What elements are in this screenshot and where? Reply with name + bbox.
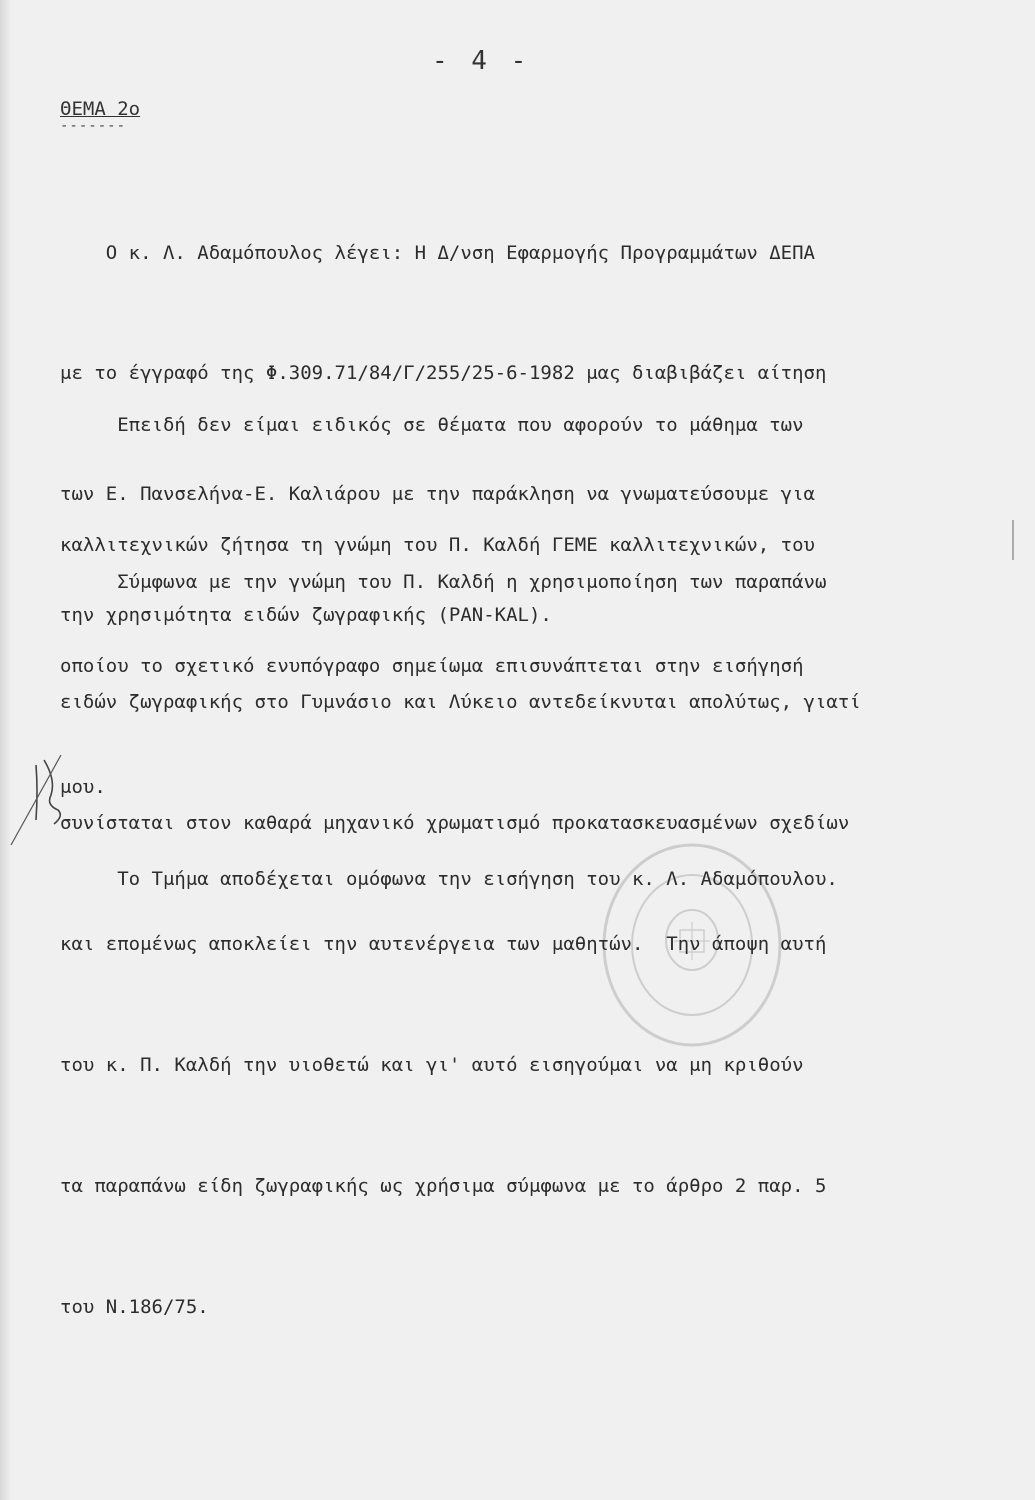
heading-underline-dashes: ------- — [60, 118, 127, 134]
text-line: με το έγγραφό της Φ.309.71/84/Γ/255/25-6-1982 μας διαβιβάζει αίτηση — [60, 362, 827, 385]
text-line: ειδών ζωγραφικής στο Γυμνάσιο και Λύκειο αντεδείκνυται απολύτως, γιατί — [60, 691, 861, 714]
section-heading: ΘΕΜΑ 2ο — [60, 98, 141, 120]
text-line: τα παραπάνω είδη ζωγραφικής ως χρήσιμα σύμφωνα με το άρθρο 2 παρ. 5 — [60, 1175, 827, 1198]
page-number: - 4 - — [432, 46, 531, 76]
text-line: μου. — [60, 776, 106, 799]
text-line: Ο κ. Λ. Αδαμόπουλος λέγει: Η Δ/νση Εφαρμογής Προγραμμάτων ΔΕΠΑ — [60, 241, 815, 264]
text-line: συνίσταται στον καθαρά μηχανικό χρωματισμό προκατασκευασμένων σχεδίων — [60, 812, 850, 835]
text-line: του Ν.186/75. — [60, 1295, 209, 1318]
text-line: Σύμφωνα με την γνώμη του Π. Καλδή η χρησιμοποίηση των παραπάνω — [60, 570, 827, 593]
paragraph-decision — [60, 778, 990, 979]
text-line: Επειδή δεν είμαι ειδικός σε θέματα που αφορούν το μάθημα των — [60, 413, 804, 436]
text-line: και επομένως αποκλείει την αυτενέργεια των μαθητών. Την άποψη αυτή — [60, 933, 827, 956]
official-stamp-seal — [600, 840, 785, 1050]
text-line: του κ. Π. Καλδή την υιοθετώ και γι' αυτό εισηγούμαι να μη κριθούν — [60, 1054, 804, 1077]
text-line: οποίου το σχετικό ενυπόγραφο σημείωμα επισυνάπτεται στην εισήγησή — [60, 655, 804, 678]
text-line: καλλιτεχνικών ζήτησα τη γνώμη του Π. Καλδή ΓΕΜΕ καλλιτεχνικών, του — [60, 534, 815, 557]
text-line: την χρησιμότητα ειδών ζωγραφικής (PAN-KAL). — [60, 604, 552, 627]
text-line: των Ε. Πανσελήνα-Ε. Καλιάρου με την παράκληση να γνωματεύσουμε για — [60, 483, 815, 506]
handwritten-initials-signature — [6, 750, 76, 850]
text-line: Το Τμήμα αποδέχεται ομόφωνα την εισήγηση του κ. Λ. Αδαμόπουλου. — [60, 867, 838, 890]
margin-mark — [1010, 520, 1016, 560]
